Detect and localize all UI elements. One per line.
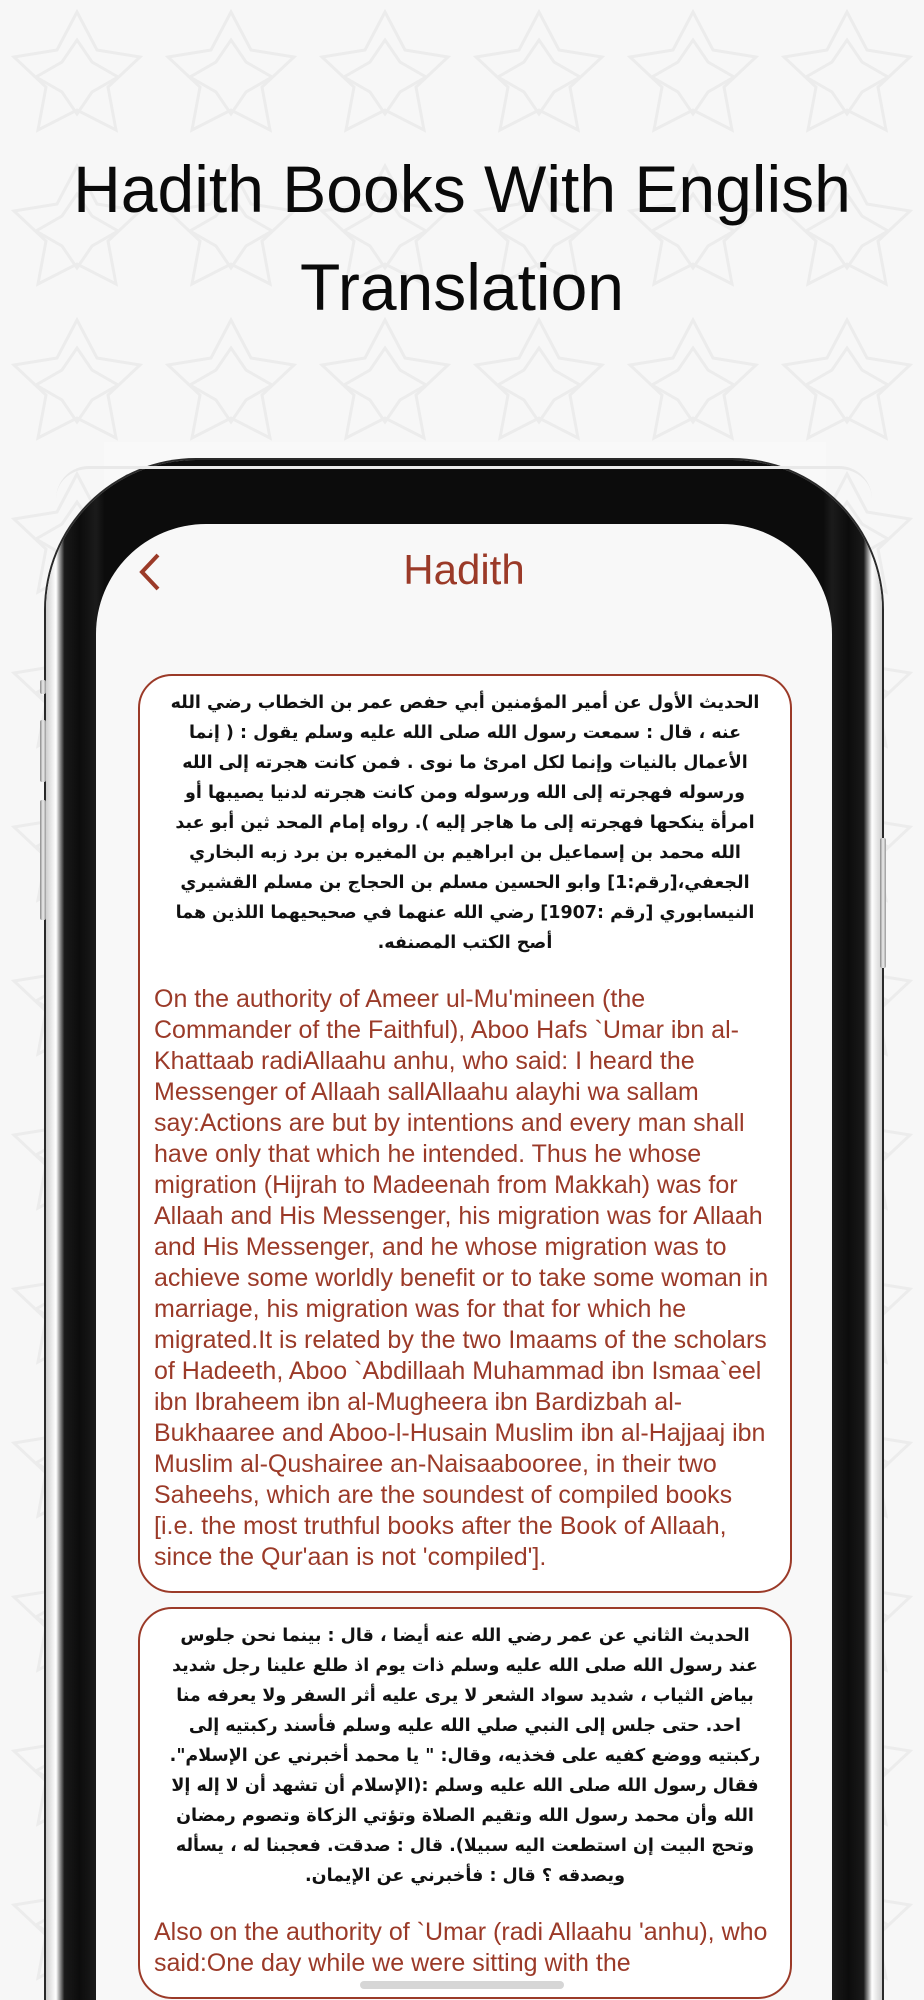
home-indicator[interactable]	[360, 1981, 564, 1989]
hadith-arabic-text: الحديث الثاني عن عمر رضي الله عنه أيضا ، قال : بينما نحن جلوس عند رسول الله صلى الله عليه وسلم ذات يوم اذ طلع علينا رجل شديد بياض الثياب ، شديد سواد الشعر لا يرى عليه أثر السفر ولا يعرفه منا احد. حتى جلس إلى النبي صلي الله عليه وسلم فأسند ركبتيه إلى ركبتيه ووضع كفيه على فخذيه، وقال: " يا محمد أخبرني عن الإسلام". فقال رسول الله صلى الله عليه وسلم :(الإسلام أن تشهد أن لا إله إلا الله وأن محمد رسول الله وتقيم الصلاة وتؤتي الزكاة وتصوم رمضان وتحج البيت إن استطعت اليه سبيلا). قال : صدقت. فعجبنا له ، يسأله ويصدقه ؟ قال : فأخبرني عن الإيمان.	[169, 1626, 761, 1886]
phone-screen	[96, 524, 832, 2000]
phone-power-button	[880, 838, 886, 968]
hadith-card[interactable]	[138, 674, 792, 1593]
hadith-card[interactable]	[138, 1607, 792, 1999]
hadith-list[interactable]	[96, 634, 832, 1999]
page-title: Hadith	[403, 546, 525, 593]
promo-headline-line2: Translation	[299, 250, 625, 324]
hadith-english-translation: Also on the authority of `Umar (radi Allaahu 'anhu), who said:One day while we were sitting with the	[154, 1918, 768, 1977]
app-header	[96, 524, 832, 634]
promo-headline-line1: Hadith Books With English	[73, 152, 851, 226]
promo-headline	[0, 140, 924, 336]
hadith-arabic-text: الحديث الأول عن أمير المؤمنين أبي حفص عمر بن الخطاب رضي الله عنه ، قال : سمعت رسول الله صلى الله عليه وسلم يقول : ( إنما الأعمال بالنيات وإنما لكل امرئ ما نوى . فمن كانت هجرته إلى الله ورسوله فهجرته إلى الله ورسوله ومن كانت هجرته لدنيا يصيبها أو امرأة ينكحها فهجرته إلى ما هاجر إليه ). رواه إمام المحد ثين أبو عبد الله محمد بن إسماعيل بن ابراهيم بن المغيره بن برد زبه البخاري الجعفي،[رقم:1] وابو الحسين مسلم بن الحجاج بن مسلم القشيري النيسابوري [رقم :1907] رضي الله عنهما في صحيحيهما اللذين هما أصح الكتب المصنفه.	[170, 693, 760, 953]
phone-volume-up-button	[40, 720, 46, 782]
phone-silent-switch	[40, 680, 46, 694]
phone-frame	[46, 460, 882, 2000]
hadith-english-translation: On the authority of Ameer ul-Mu'mineen (the Commander of the Faithful), Aboo Hafs `Umar ibn al-Khattaab radiAllaahu anhu, who said: I heard the Messenger of Allaah sallAllaahu alayhi wa sallam say:Actions are but by intentions and every man shall have only that which he intended. Thus he whose migration (Hijrah to Madeenah from Makkah) was for Allaah and His Messenger, his migration was for Allaah and His Messenger, and he whose migration was to achieve some worldly benefit or to take some woman in marriage, his migration was for that for which he migrated.It is related by the two Imaams of the scholars of Hadeeth, Aboo `Abdillaah Muhammad ibn Ismaa`eel ibn Ibraheem ibn al-Mugheera ibn Bardizbah al-Bukhaaree and Aboo-l-Husain Muslim ibn al-Hajjaaj ibn Muslim al-Qushairee an-Naisaabooree, in their two Saheehs, which are the soundest of compiled books [i.e. the most truthful books after the Book of Allaah, since the Qur'aan is not 'compiled'].	[154, 985, 769, 1571]
phone-volume-down-button	[40, 800, 46, 920]
